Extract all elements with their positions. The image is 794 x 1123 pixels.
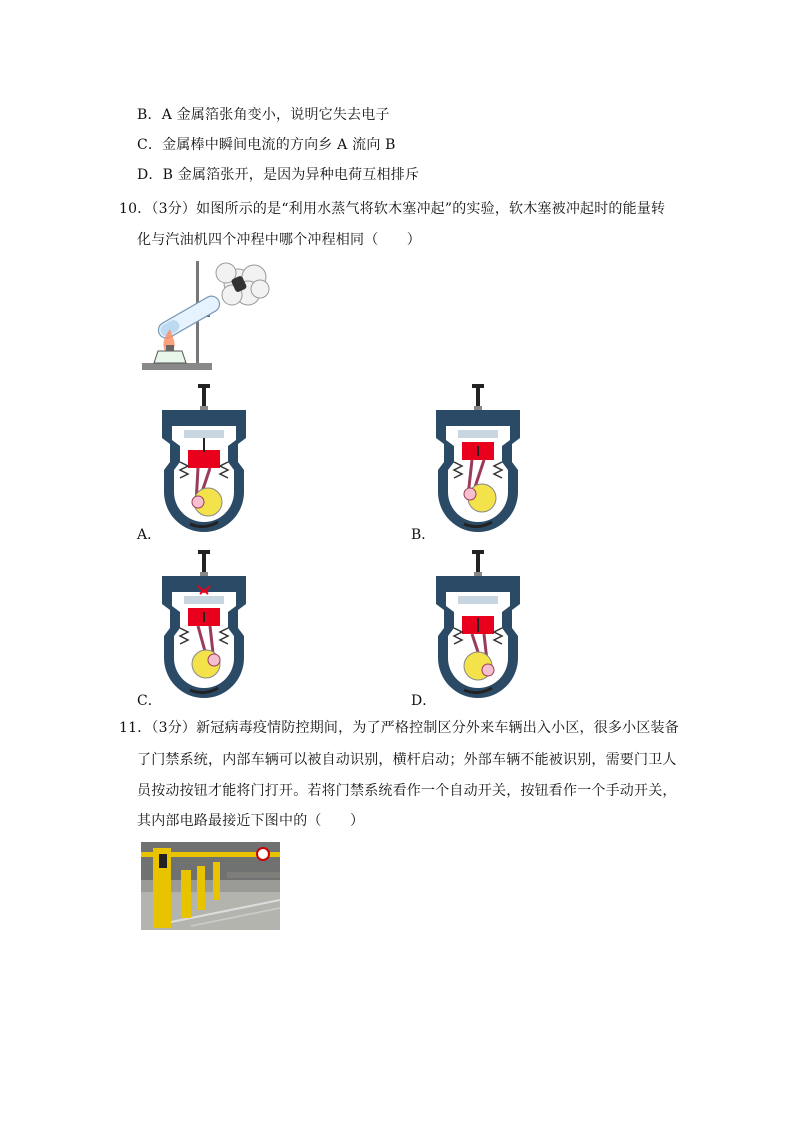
q9-option-b: B．A 金属箔张角变小，说明它失去电子 [137, 107, 390, 123]
q10-stem-line2: 化与汽油机四个冲程中哪个冲程相同（ ） [137, 232, 421, 248]
engine-diagram-c [158, 546, 250, 704]
option-c-label[interactable]: C． [137, 693, 162, 709]
engine-diagram-a [158, 380, 250, 538]
q11-stem-line2: 了门禁系统，内部车辆可以被自动识别，横杆启动；外部车辆不能被识别，需要门卫人 [137, 752, 677, 768]
q11-stem-line4: 其内部电路最接近下图中的（ ） [137, 813, 365, 829]
option-a-label[interactable]: A． [137, 527, 162, 543]
q9-option-c: C．金属棒中瞬间电流的方向乡 A 流向 B [137, 137, 396, 153]
option-b-label[interactable]: B． [411, 527, 436, 543]
engine-diagram-b [432, 380, 524, 538]
q11-stem-line3: 员按动按钮才能将门打开。若将门禁系统看作一个自动开关，按钮看作一个手动开关， [137, 783, 677, 799]
steam-cork-experiment-figure [136, 255, 272, 375]
q11-stem-line1: 11．（3分）新冠病毒疫情防控期间，为了严格控制区分外来车辆出入小区，很多小区装备 [119, 720, 679, 736]
q9-option-d: D．B 金属箔张开，是因为异种电荷互相排斥 [137, 167, 420, 183]
parking-gate-photo [141, 842, 280, 930]
q10-stem-line1: 10．（3分）如图所示的是“利用水蒸气将软木塞冲起”的实验，软木塞被冲起时的能量转 [119, 201, 666, 217]
option-d-label[interactable]: D． [411, 693, 437, 709]
engine-diagram-d [432, 546, 524, 704]
